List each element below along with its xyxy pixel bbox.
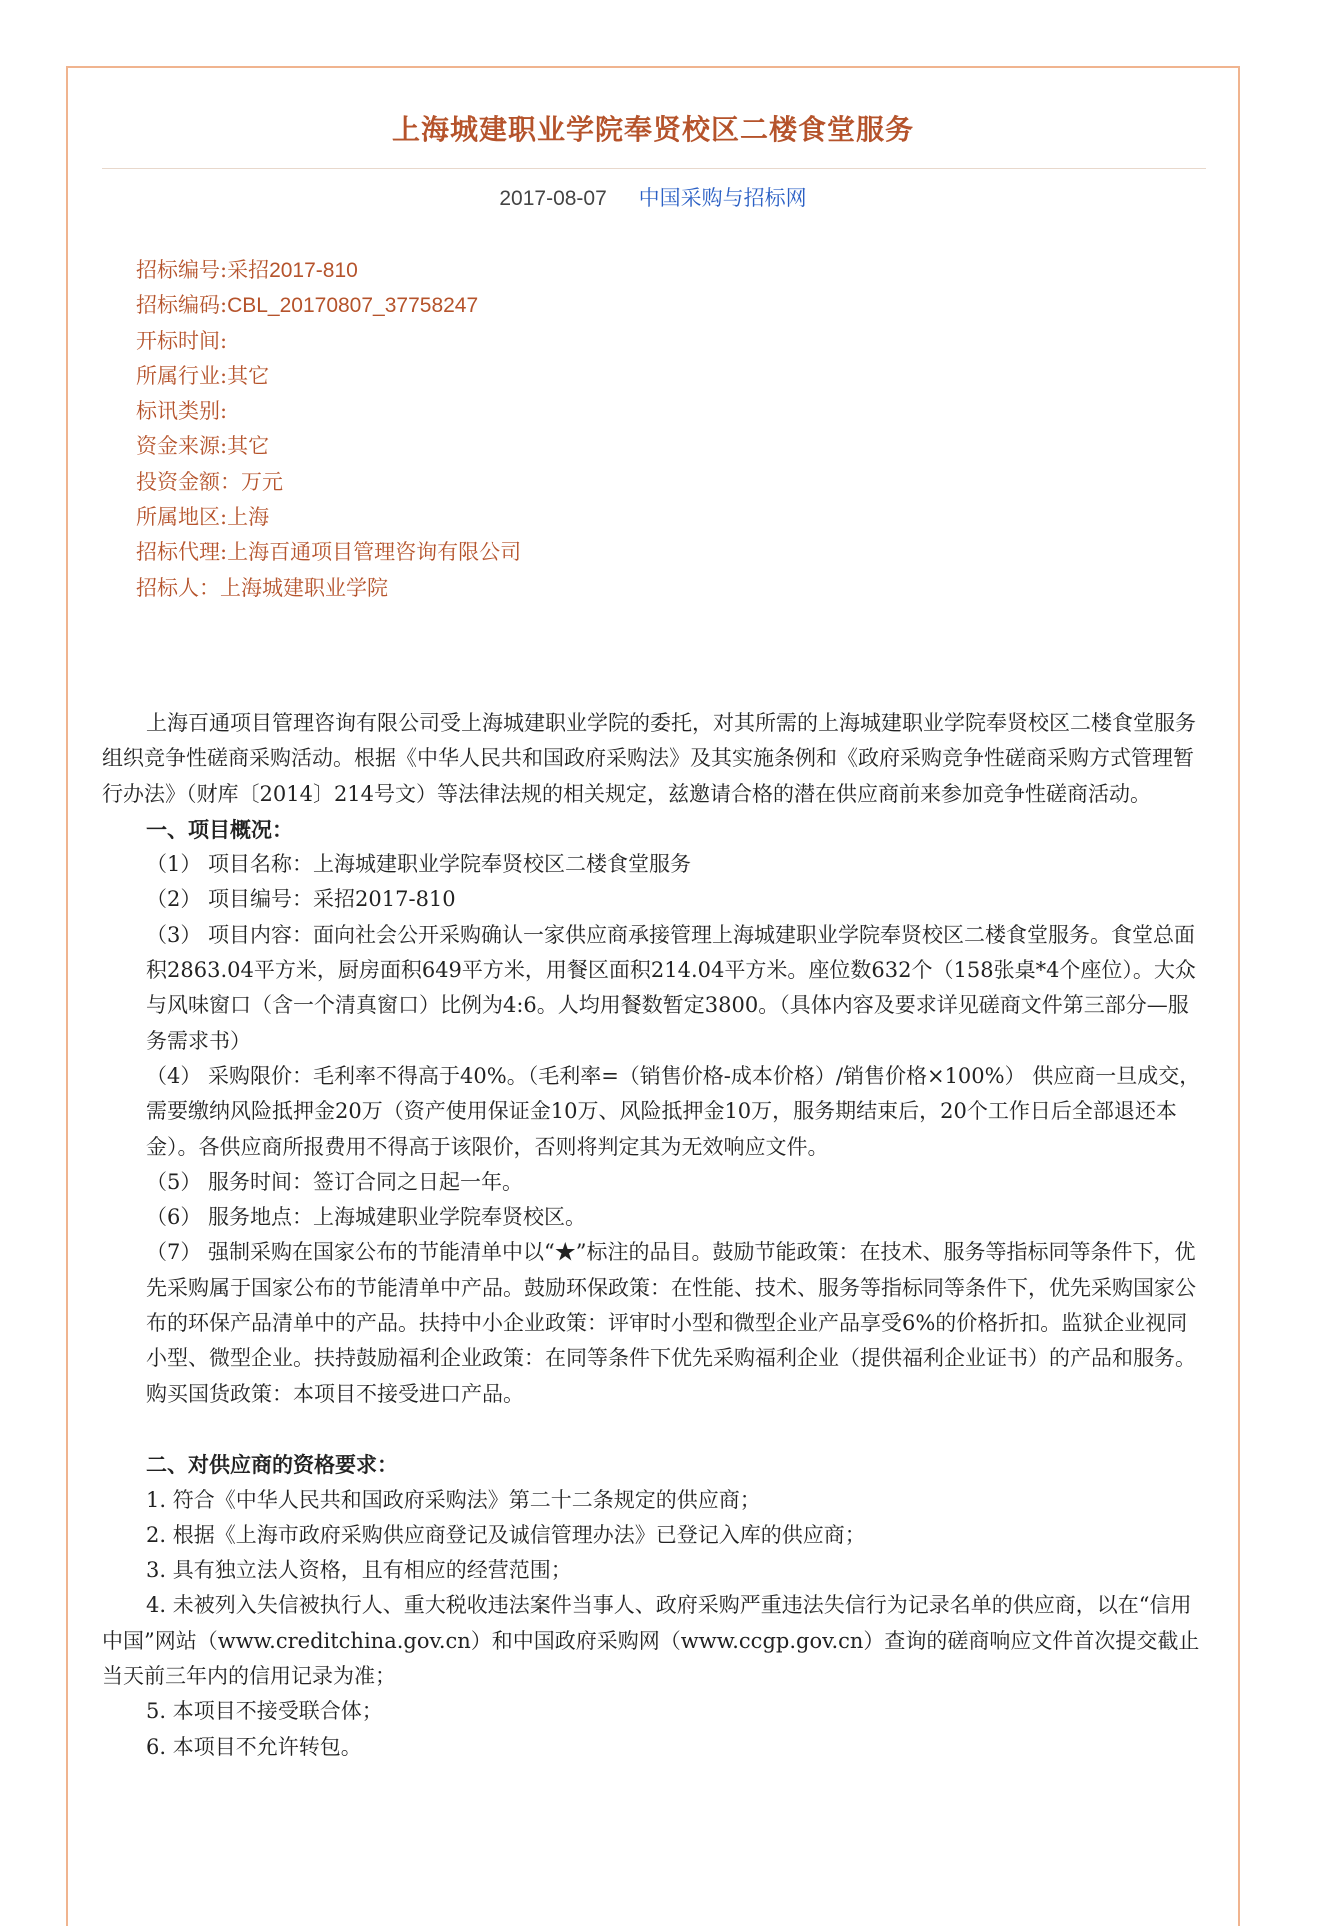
section1-item: （7） 强制采购在国家公布的节能清单中以“★”标注的品目。鼓励节能政策：在技术、服务等指标同等条件下，优先采购属于国家公布的节能清单中产品。鼓励环保政策：在性能、技术、服务等指标同等条件下，优先采购国家公布的环保产品清单中的产品。扶持中小企业政策：评审时小型和微型企业产品享受6%的价格折扣。监狱企业视同小型、微型企业。扶持鼓励福利企业政策：在同等条件下优先采购福利企业（提供福利企业证书）的产品和服务。购买国货政策：本项目不接受进口产品。 [146,1240,1196,1406]
publish-date: 2017-08-07 [499,187,607,210]
section2-item: 6. 本项目不允许转包。 [146,1734,362,1759]
section1-heading: 一、项目概况： [146,816,293,842]
field-investment: 投资金额：万元 [136,469,283,494]
publish-meta [68,182,1238,212]
section2-item: 2. 根据《上海市政府采购供应商登记及诚信管理办法》已登记入库的供应商； [146,1522,866,1547]
field-notice-type: 标讯类别: [136,399,228,424]
section1-item: （6） 服务地点：上海城建职业学院奉贤校区。 [146,1205,587,1230]
field-tenderer: 招标人：上海城建职业学院 [136,575,388,600]
page-title: 上海城建职业学院奉贤校区二楼食堂服务 [391,113,914,146]
section1-item: （1） 项目名称：上海城建职业学院奉贤校区二楼食堂服务 [146,852,692,877]
field-region: 所属地区:上海 [136,505,270,530]
field-fund-source: 资金来源:其它 [136,434,270,459]
field-tender-number: 招标编号:采招2017-810 [136,258,358,282]
field-opening-time: 开标时间: [136,328,228,353]
section1-item: （2） 项目编号：采招2017-810 [146,887,456,912]
spacer [102,1412,1206,1447]
title-divider [102,168,1206,169]
section2-item: 3. 具有独立法人资格，且有相应的经营范围； [146,1558,572,1583]
section1-item: （3） 项目内容：面向社会公开采购确认一家供应商承接管理上海城建职业学院奉贤校区二楼食堂服务。食堂总面积2863.04平方米，厨房面积649平方米，用餐区面积214.04平方米。座位数632个（158张桌*4个座位）。大众与风味窗口（含一个清真窗口）比例为4:6。人均用餐数暂定3800。（具体内容及要求详见磋商文件第三部分—服务需求书） [146,922,1196,1053]
tender-info-fields [136,253,1136,606]
section2-item: 5. 本项目不接受联合体； [146,1699,383,1724]
notice-body [102,706,1206,1765]
field-industry: 所属行业:其它 [136,363,270,388]
section1-item: （5） 服务时间：签订合同之日起一年。 [146,1169,524,1194]
section1-item: （4） 采购限价：毛利率不得高于40%。（毛利率=（销售价格-成本价格）/销售价格×100%） 供应商一旦成交，需要缴纳风险抵押金20万（资产使用保证金10万、风险抵押金10万，服务期结束后，20个工作日后全部退还本金）。各供应商所报费用不得高于该限价，否则将判定其为无效响应文件。 [146,1063,1201,1159]
section2-heading: 二、对供应商的资格要求： [146,1452,398,1478]
section2-item: 1. 符合《中华人民共和国政府采购法》第二十二条规定的供应商； [146,1487,761,1512]
intro-paragraph: 上海百通项目管理咨询有限公司受上海城建职业学院的委托，对其所需的上海城建职业学院奉贤校区二楼食堂服务组织竞争性磋商采购活动。根据《中华人民共和国政府采购法》及其实施条例和《政府采购竞争性磋商采购方式管理暂行办法》（财库〔2014〕214号文）等法律法规的相关规定，兹邀请合格的潜在供应商前来参加竞争性磋商活动。 [102,711,1196,806]
field-tender-code: 招标编码:CBL_20170807_37758247 [136,293,479,318]
document-frame [66,66,1240,1926]
section2-item: 4. 未被列入失信被执行人、重大税收违法案件当事人、政府采购严重违法失信行为记录名单的供应商，以在“信用中国”网站（www.creditchina.gov.cn）和中国政府采购网（www.ccgp.gov.cn）查询的磋商响应文件首次提交截止当天前三年内的信用记录为准； [102,1593,1200,1689]
source-link[interactable]: 中国采购与招标网 [638,187,807,210]
field-agent: 招标代理:上海百通项目管理咨询有限公司 [136,540,522,565]
